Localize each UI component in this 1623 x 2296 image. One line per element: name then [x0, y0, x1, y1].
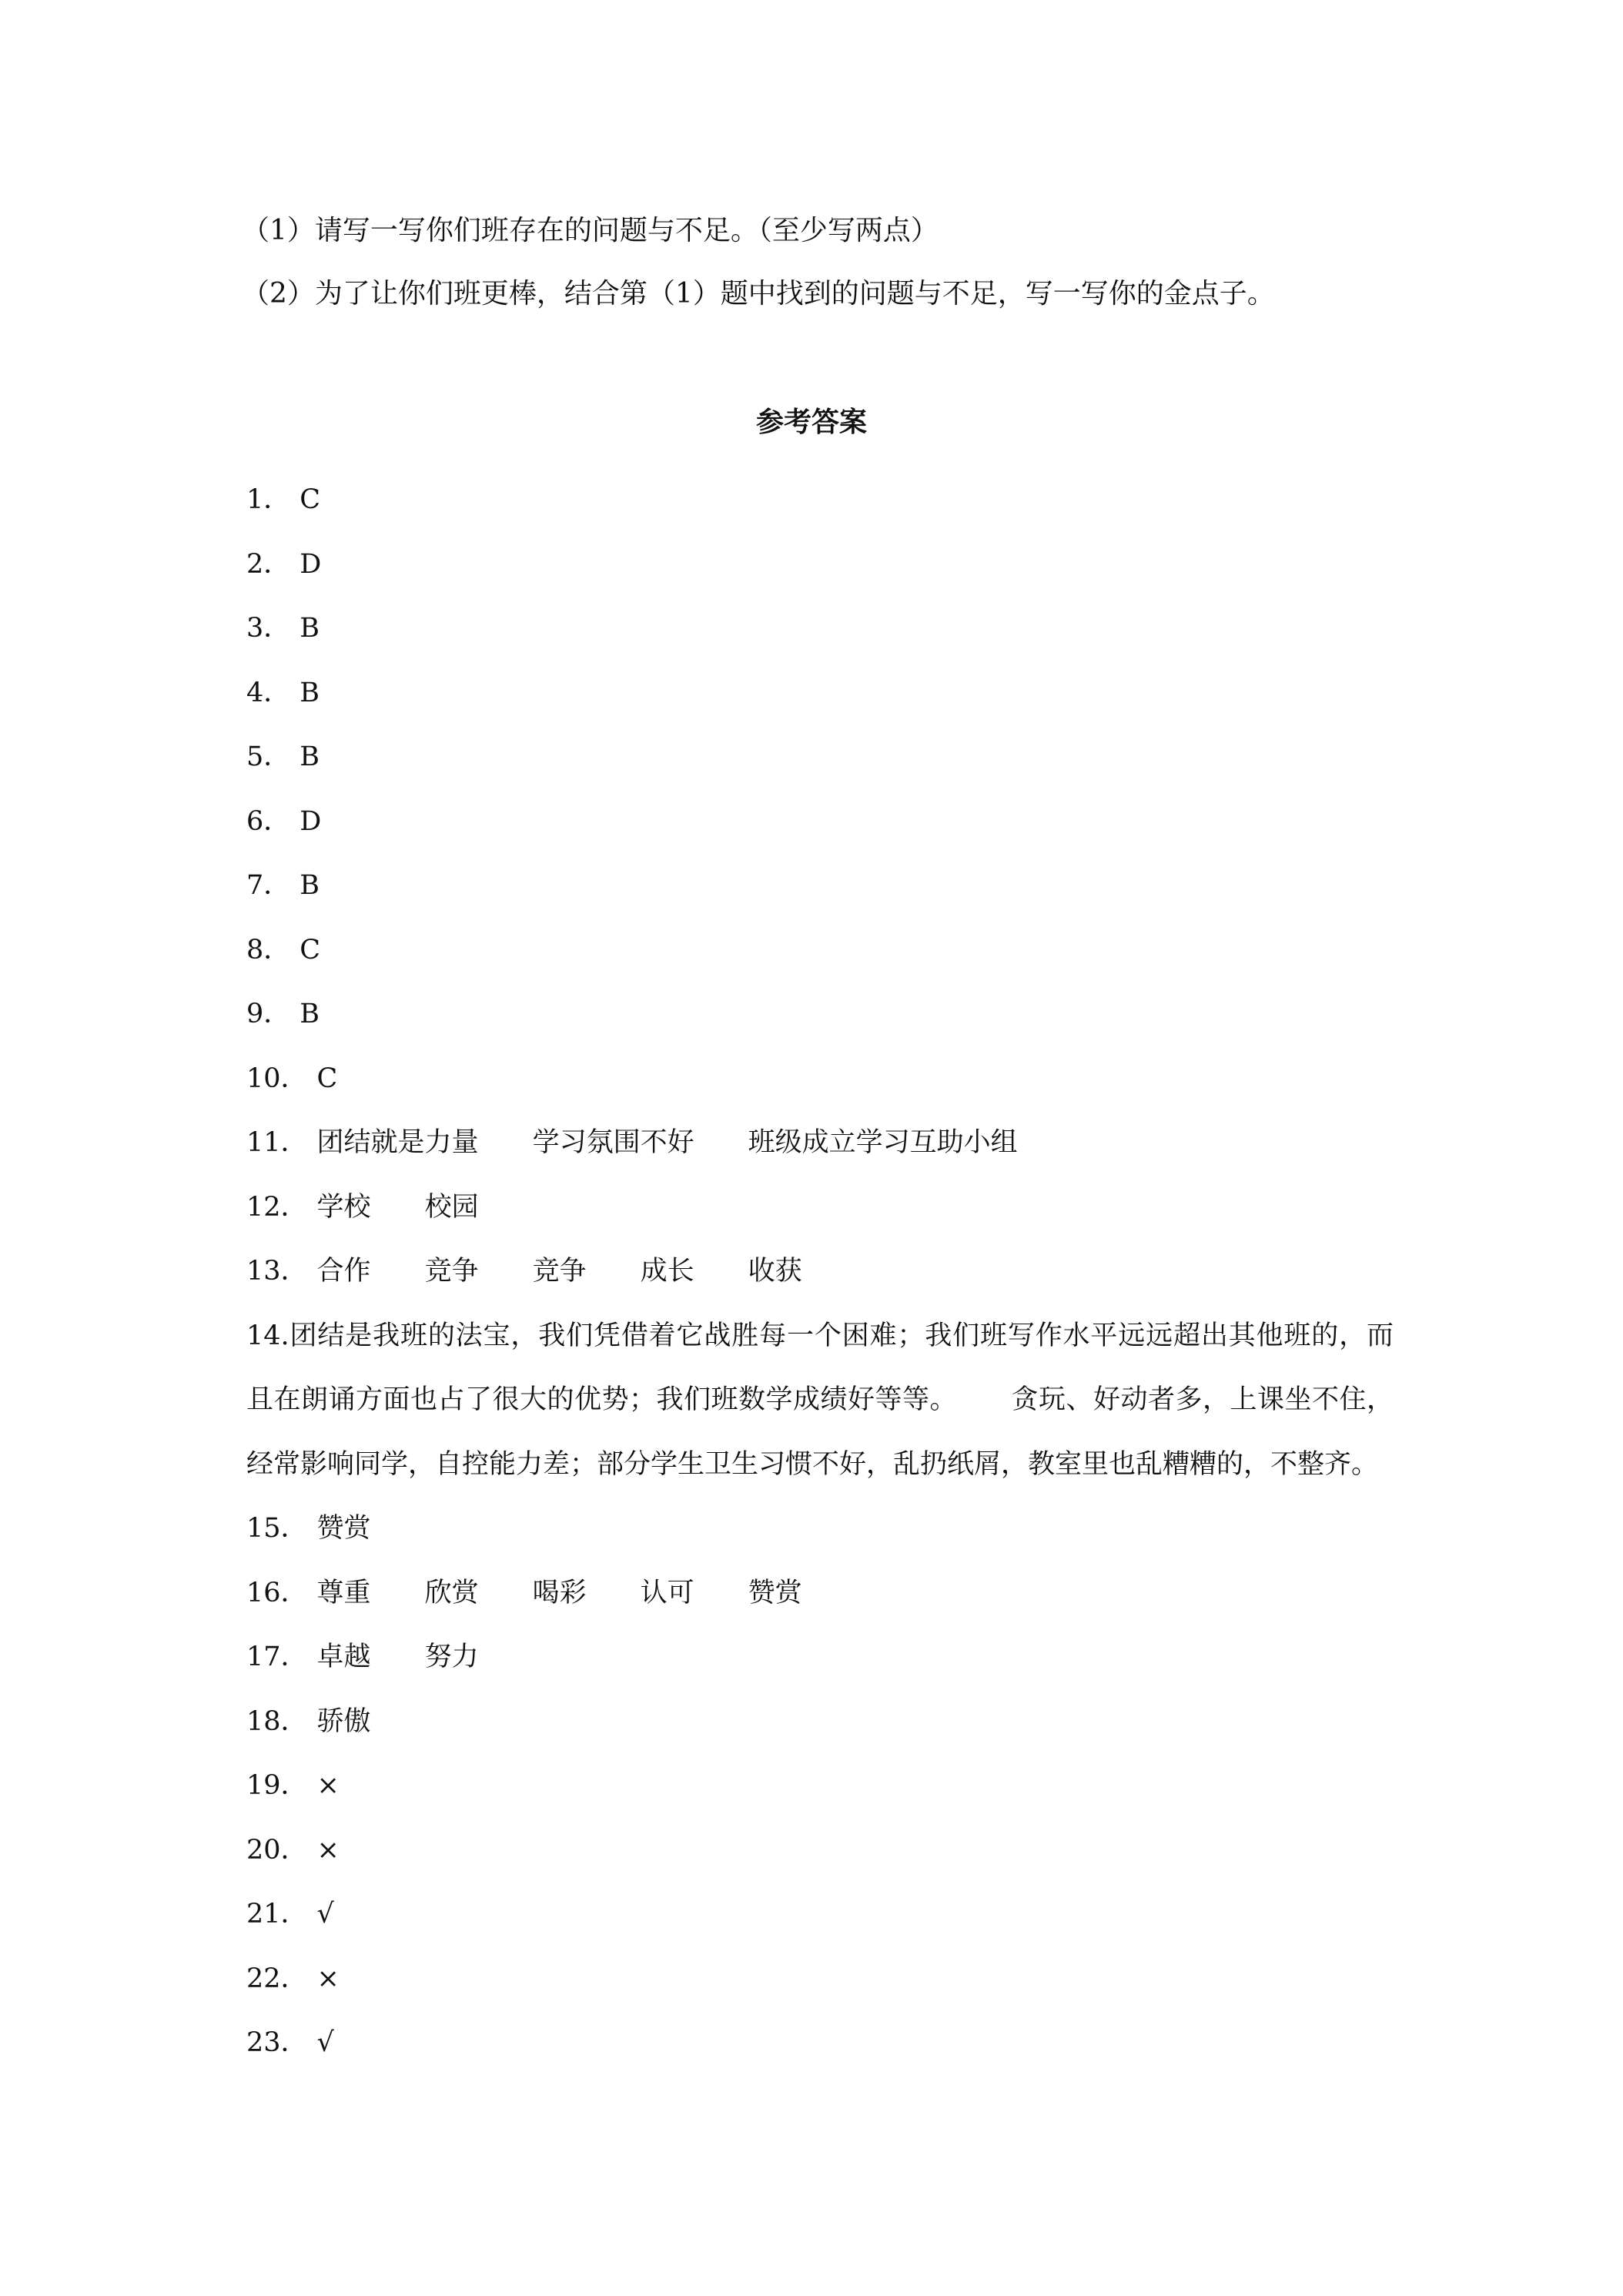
answer-text: C	[316, 1063, 338, 1094]
answer-text: 班级成立学习互助小组	[748, 1127, 1018, 1158]
answer-number: 1．	[246, 484, 291, 515]
answer-number: 20．	[246, 1834, 308, 1866]
answer-number: 9．	[246, 999, 291, 1029]
answer-mark: ×	[316, 1770, 340, 1801]
answer-item-5	[246, 725, 1401, 790]
answer-text: B	[300, 677, 320, 708]
answer-section-title: 参考答案	[755, 406, 867, 438]
answer-text: 合作	[316, 1256, 371, 1287]
answer-mark: √	[316, 1899, 334, 1930]
answer-number: 16．	[246, 1577, 308, 1608]
answer-number: 19．	[246, 1770, 308, 1801]
answer-text: 校园	[424, 1191, 479, 1223]
answer-number: 10．	[246, 1063, 308, 1094]
answer-item-4	[246, 661, 1401, 726]
answer-number: 7．	[246, 870, 291, 901]
answer-item-17	[246, 1625, 1401, 1690]
answer-text: 竞争	[532, 1256, 587, 1287]
answer-text: 努力	[424, 1642, 479, 1672]
answer-item-23	[246, 2011, 1401, 2076]
answer-text: B	[300, 613, 320, 644]
answer-item-19	[246, 1754, 1401, 1819]
question-1-text: （1）请写一写你们班存在的问题与不足。（至少写两点）	[242, 215, 939, 246]
answer-text: 学校	[316, 1191, 371, 1223]
answer-number: 2．	[246, 548, 291, 580]
answer-text: B	[300, 870, 320, 901]
answer-item-9	[246, 982, 1401, 1047]
answer-number: 15．	[246, 1513, 308, 1544]
answer-mark: ×	[316, 1963, 340, 1994]
answer-text: 学习氛围不好	[532, 1127, 694, 1158]
answer-text: 赞赏	[748, 1577, 802, 1608]
answer-item-6	[246, 790, 1401, 855]
answer-text: 卓越	[316, 1642, 371, 1672]
answer-item-16	[246, 1561, 1401, 1626]
answer-mark: ×	[316, 1834, 340, 1866]
answer-item-10	[246, 1047, 1401, 1112]
answer-number: 23．	[246, 2027, 308, 2058]
answer-text: 成长	[640, 1256, 694, 1287]
answer-text: 收获	[748, 1256, 802, 1287]
answer-item-12	[246, 1176, 1401, 1240]
answer-text: D	[300, 548, 322, 580]
answer-text: 喝彩	[532, 1577, 587, 1608]
answer-number: 22．	[246, 1963, 308, 1994]
answer-number: 13．	[246, 1256, 308, 1287]
answer-text: 团结就是力量	[316, 1127, 479, 1158]
answer-number: 17．	[246, 1642, 308, 1672]
answer-text: B	[300, 999, 320, 1029]
answer-number: 8．	[246, 934, 291, 966]
answer-text: B	[300, 741, 320, 772]
answer-item-13	[246, 1240, 1401, 1304]
answer-item-18	[246, 1690, 1401, 1755]
answer-item-8	[246, 919, 1401, 983]
question-2-text: （2）为了让你们班更棒，结合第（1）题中找到的问题与不足，写一写你的金点子。	[242, 278, 1275, 310]
answer-item-20	[246, 1819, 1401, 1883]
answer-list	[246, 468, 1401, 2076]
answer-number: 6．	[246, 805, 291, 837]
answer-text: 团结是我班的法宝，我们凭借着它战胜每一个困难；我们班写作水平远远超出其他班的，而且在朗诵方面也占了很大的优势；我们班数学成绩好等等。	[246, 1320, 1394, 1415]
answer-text: 认可	[640, 1577, 694, 1608]
answer-text: 尊重	[316, 1577, 371, 1608]
answer-number: 14.	[246, 1320, 289, 1351]
answer-number: 11．	[246, 1127, 308, 1158]
answer-item-7	[246, 854, 1401, 919]
answer-number: 21．	[246, 1899, 308, 1930]
answer-number: 3．	[246, 613, 291, 644]
answer-item-11	[246, 1111, 1401, 1176]
answer-text: 赞赏	[316, 1513, 371, 1544]
answer-mark: √	[316, 2027, 334, 2058]
answer-item-14	[246, 1304, 1394, 1498]
answer-item-1	[246, 468, 1401, 533]
answer-item-21	[246, 1883, 1401, 1947]
answer-item-15	[246, 1497, 1401, 1561]
answer-text: 贪玩、好动者多，上课坐不住，经常影响同学，自控能力差；部分学生卫生习惯不好，乱扔纸屑，教室里也乱糟糟的，不整齐。	[246, 1384, 1394, 1480]
answer-text: D	[300, 805, 322, 837]
answer-number: 18．	[246, 1705, 308, 1737]
answer-text: 竞争	[424, 1256, 479, 1287]
answer-text: C	[300, 934, 321, 966]
answer-text: 骄傲	[316, 1705, 371, 1737]
answer-item-2	[246, 533, 1401, 597]
answer-text: 欣赏	[424, 1577, 479, 1608]
answer-item-22	[246, 1947, 1401, 2012]
answer-item-3	[246, 597, 1401, 661]
answer-number: 4．	[246, 677, 291, 708]
answer-number: 5．	[246, 741, 291, 772]
answer-number: 12．	[246, 1191, 308, 1223]
answer-text: C	[300, 484, 321, 515]
